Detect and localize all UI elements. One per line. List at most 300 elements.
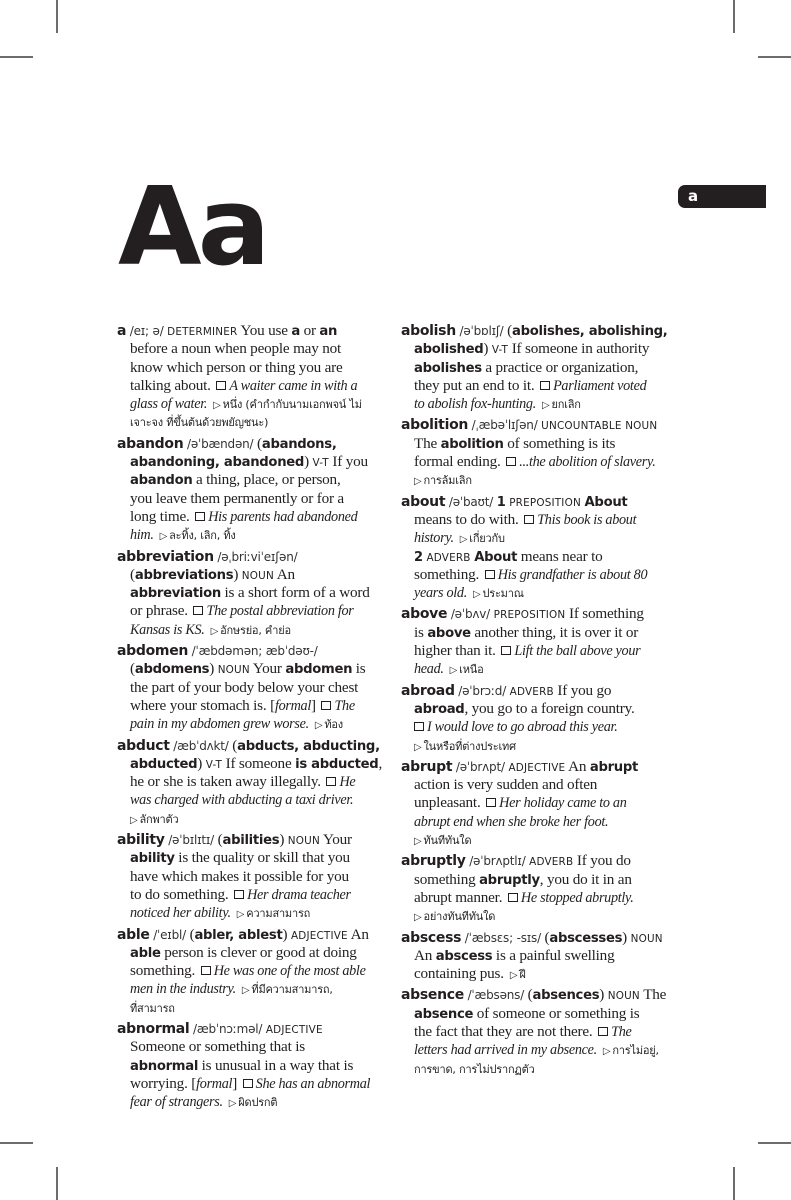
thai-translation: ทันทีทันใด [423, 834, 472, 848]
entry-line [117, 831, 389, 849]
part-of-speech: ADJECTIVE [265, 1023, 323, 1036]
translation-triangle-icon: ▷ [314, 720, 323, 732]
pronunciation: /əˌbriːviˈeɪʃən/ [217, 549, 298, 564]
definition-text: If someone [222, 754, 296, 772]
part-of-speech: PREPOSITION [509, 496, 581, 509]
definition-text: ) [279, 831, 288, 849]
entry-line [401, 511, 681, 529]
entry-line [401, 986, 681, 1004]
definition-text: ) [233, 565, 242, 583]
example-sentence: him. [130, 527, 154, 544]
entry-line [401, 1041, 681, 1059]
bold-term: ability [130, 851, 175, 867]
thumb-index-tab [678, 185, 766, 208]
definition-text: ) [209, 660, 218, 678]
thai-translation: ในหรือที่ต่างประเทศ [423, 739, 516, 753]
definition-text: An [347, 925, 369, 943]
definition-text: or phrase. [130, 602, 192, 620]
dictionary-column-left [117, 322, 389, 1114]
definition-text: is [352, 660, 366, 678]
part-of-speech: NOUN [241, 569, 274, 582]
entry-line [401, 435, 681, 453]
bold-term: abscesses [549, 930, 623, 946]
dictionary-entry [401, 605, 681, 678]
definition-text: You use [237, 322, 292, 339]
part-of-speech: ADVERB [426, 551, 471, 564]
pronunciation: /ˈæbsɛs; -sɪs/ [464, 930, 541, 945]
dictionary-entry [401, 416, 681, 489]
entry-line [401, 605, 681, 623]
headword: abrupt [401, 758, 453, 775]
translation-triangle-icon: ▷ [509, 970, 518, 982]
example-sentence: Her drama teacher [247, 886, 351, 903]
headword: about [401, 493, 446, 510]
definition-text: he or she is taken away illegally. [130, 773, 325, 791]
definition-text: to do something. [130, 885, 233, 903]
definition-text: abrupt manner. [414, 888, 506, 906]
entry-line [401, 529, 681, 547]
definition-text: An [273, 565, 295, 583]
thai-translation: ที่สามารถ [130, 1001, 175, 1015]
definition-text: If you do [573, 852, 631, 870]
entry-line [401, 718, 681, 736]
bold-term: abdomens [134, 662, 210, 678]
definition-text: ( [130, 565, 135, 583]
entry-line [117, 849, 389, 867]
definition-text: ) [622, 928, 631, 946]
translation-triangle-icon: ▷ [449, 665, 458, 677]
example-sentence: years old. [414, 585, 467, 602]
bold-term: abruptly [479, 872, 540, 888]
bold-term: abducted [130, 756, 198, 772]
definition-text: ( [540, 928, 550, 946]
bold-term: abolition [440, 436, 504, 452]
dictionary-entry [117, 926, 389, 1017]
definition-text: ] [232, 1074, 241, 1092]
entry-line [117, 621, 389, 639]
part-of-speech: DETERMINER [167, 326, 238, 338]
headword: abruptly [401, 853, 466, 870]
entry-line [117, 926, 389, 944]
crop-mark [733, 0, 735, 33]
headword: abandon [117, 435, 184, 452]
thai-translation: ที่มีความสามารถ, [251, 983, 333, 997]
bold-term: abroad [414, 701, 465, 717]
example-sentence: formal [196, 1075, 233, 1092]
example-sentence: to abolish fox-hunting. [414, 396, 536, 413]
entry-line [117, 453, 389, 471]
definition-text: before a noun when people may not [130, 340, 342, 358]
example-sentence: He [339, 774, 356, 791]
bold-term: abscess [435, 948, 493, 964]
part-of-speech: V-T [205, 758, 222, 771]
example-sentence: His grandfather is about 80 [497, 566, 648, 583]
bold-term: abbreviation [130, 586, 221, 602]
bold-term: abandon [130, 473, 193, 489]
dictionary-entry [401, 929, 681, 984]
entry-line [401, 776, 681, 794]
example-box-icon [485, 570, 495, 579]
definition-text: formal ending. [414, 453, 505, 471]
thai-translation: ลักพาตัว [139, 812, 179, 826]
definition-text: something. [414, 565, 483, 583]
headword: ability [117, 832, 165, 849]
pronunciation: /əˈbaʊt/ [448, 494, 494, 509]
thai-translation: การล้มเลิก [423, 474, 472, 488]
entry-line [117, 584, 389, 602]
entry-line [117, 435, 389, 453]
thai-translation: เจาะจง ที่ขึ้นต้นด้วยพยัญชนะ) [130, 416, 269, 430]
example-sentence: men in the industry. [130, 981, 236, 998]
dictionary-entry [401, 322, 681, 413]
example-box-icon [414, 722, 424, 731]
example-sentence: A waiter came in with a [229, 377, 358, 394]
translation-triangle-icon: ▷ [414, 476, 422, 488]
entry-line [401, 965, 681, 983]
definition-text: long time. [130, 507, 194, 525]
definition-text: ( [503, 322, 512, 339]
definition-text: is a painful swelling [492, 946, 615, 964]
bold-term: abrupt [589, 759, 639, 775]
pronunciation: /əˈbrʌptlɪ/ [469, 854, 526, 869]
definition-text: you leave them permanently or for a [130, 489, 344, 507]
entry-line [117, 1020, 389, 1038]
bold-term: abandons, [261, 436, 337, 452]
entry-line [401, 453, 681, 471]
entry-line [117, 773, 389, 791]
translation-triangle-icon: ▷ [472, 589, 481, 601]
definition-text: , you do it in an [539, 870, 632, 888]
definition-text: a practice or organization, [481, 358, 639, 376]
entry-line [401, 566, 681, 584]
definition-text: have which makes it possible for you [130, 867, 349, 885]
example-box-icon [508, 893, 518, 902]
definition-text: ( [185, 925, 195, 943]
entry-line [401, 700, 681, 718]
entry-line [117, 566, 389, 584]
definition-text: a thing, place, or person, [192, 471, 341, 489]
thai-translation: อย่างทันทีทันใด [423, 910, 496, 924]
definition-text: means to do with. [414, 510, 523, 528]
example-sentence: He stopped abruptly. [520, 889, 634, 906]
entry-line [117, 395, 389, 413]
example-box-icon [506, 457, 516, 466]
pronunciation: /əˈbʌv/ [450, 607, 491, 622]
entry-line [117, 359, 389, 377]
entry-line [401, 416, 681, 434]
entry-line [117, 526, 389, 544]
definition-text: means near to [517, 547, 603, 565]
example-box-icon [598, 1027, 608, 1036]
thai-translation: เหนือ [459, 663, 484, 677]
dictionary-entry [401, 758, 681, 849]
entry-line [117, 980, 389, 998]
example-sentence: This book is about [537, 511, 637, 528]
definition-text: of something is its [503, 434, 616, 452]
definition-text: unpleasant. [414, 794, 485, 812]
definition-text: the fact that they are not there. [414, 1022, 597, 1040]
entry-line [117, 602, 389, 620]
headword: abdomen [117, 643, 189, 660]
bold-term: abler, ablest [194, 927, 283, 943]
translation-triangle-icon: ▷ [241, 985, 250, 997]
dictionary-entry [401, 682, 681, 755]
example-box-icon [540, 381, 550, 390]
part-of-speech: NOUN [607, 990, 640, 1003]
definition-text: is a short form of a word [220, 584, 370, 602]
crop-mark [56, 1167, 58, 1200]
entry-line [401, 889, 681, 907]
thai-translation: ผิดปรกติ [238, 1096, 278, 1110]
entry-line [117, 868, 389, 886]
dictionary-entry [117, 831, 389, 922]
dictionary-entry [401, 852, 681, 925]
entry-line [401, 1023, 681, 1041]
example-box-icon [501, 646, 511, 655]
bold-term: is abducted [295, 756, 379, 772]
entry-line [117, 999, 389, 1017]
bold-term: abducts, abducting, [237, 738, 380, 754]
example-box-icon [201, 966, 211, 975]
part-of-speech: UNCOUNTABLE NOUN [541, 420, 658, 433]
entry-line [401, 1005, 681, 1023]
entry-line [401, 907, 681, 925]
entry-line [401, 493, 681, 511]
part-of-speech: PREPOSITION [493, 609, 566, 622]
definition-text: If something [565, 605, 644, 623]
headword: abolition [401, 417, 469, 434]
translation-triangle-icon: ▷ [602, 1046, 611, 1058]
bold-term: abdomen [285, 662, 353, 678]
definition-text: is unusual in a way that is [198, 1056, 354, 1074]
definition-text: An [565, 757, 590, 775]
definition-text: know which person or thing you are [130, 358, 343, 376]
definition-text: is [414, 623, 428, 641]
section-letter-heading: Aa [118, 165, 267, 290]
bold-term: abolishes [414, 360, 482, 376]
example-sentence: fear of strangers. [130, 1094, 223, 1111]
definition-text: ( [130, 660, 135, 678]
part-of-speech: V-T [312, 457, 329, 470]
definition-text: where your stomach is. [ [130, 696, 275, 714]
thai-translation: อักษรย่อ, คำย่อ [220, 623, 291, 637]
entry-line [117, 737, 389, 755]
entry-line [117, 490, 389, 508]
thai-translation: การขาด, การไม่ปรากฏตัว [414, 1062, 535, 1076]
definition-text: Your [249, 660, 286, 678]
entry-line [401, 624, 681, 642]
dictionary-entry [401, 493, 681, 603]
bold-term: abolished [414, 342, 484, 358]
entry-line [117, 791, 389, 809]
definition-text: , you go to a foreign country. [464, 699, 635, 717]
entry-line [117, 377, 389, 395]
entry-line [401, 377, 681, 395]
definition-text: ) [483, 340, 492, 358]
definition-text: they put an end to it. [414, 376, 539, 394]
example-sentence: history. [414, 530, 454, 547]
entry-line [401, 831, 681, 849]
definition-text: If someone in authority [508, 340, 650, 358]
definition-text: worrying. [ [130, 1074, 197, 1092]
thai-translation: ละทิ้ง, เลิก, ทิ้ง [169, 529, 236, 543]
example-sentence: He was one of the most able [213, 963, 366, 980]
headword: abnormal [117, 1020, 190, 1037]
pronunciation: /əˈbrʌpt/ [455, 759, 505, 774]
thai-translation: ความสามารถ [246, 907, 311, 921]
translation-triangle-icon: ▷ [130, 814, 138, 826]
definition-text: talking about. [130, 376, 215, 394]
entry-line [401, 642, 681, 660]
dictionary-column-right [401, 322, 681, 1081]
example-box-icon [195, 512, 205, 521]
entry-line [401, 852, 681, 870]
translation-triangle-icon: ▷ [459, 534, 468, 546]
example-sentence: ...the abolition of slavery. [519, 454, 656, 471]
definition-text: The [639, 986, 667, 1004]
part-of-speech: NOUN [630, 932, 663, 945]
entry-line [401, 322, 681, 340]
entry-line [117, 1057, 389, 1075]
entry-line [117, 679, 389, 697]
example-sentence: Her holiday came to an [499, 795, 627, 812]
bold-term: abandoning, abandoned [130, 455, 305, 471]
entry-line [401, 359, 681, 377]
definition-text: ( [524, 986, 533, 1004]
entry-line [117, 413, 389, 431]
crop-mark [733, 1167, 735, 1200]
definition-text: action is very sudden and often [414, 776, 598, 794]
thai-translation: หนึ่ง (คำกำกับนามเอกพจน์ ไม่ [222, 398, 362, 412]
definition-text: or [299, 322, 320, 339]
example-box-icon [326, 777, 336, 786]
definition-text: ] [310, 696, 320, 714]
entry-line [117, 810, 389, 828]
thai-translation: เกี่ยวกับ [469, 532, 505, 546]
definition-text: ( [214, 831, 223, 849]
crop-mark [0, 1142, 33, 1144]
bold-term: a [291, 324, 300, 339]
thai-translation: การไม่อยู่, [612, 1044, 659, 1058]
bold-term: abilities [222, 833, 280, 849]
headword: abbreviation [117, 548, 214, 565]
entry-line [117, 697, 389, 715]
part-of-speech: ADVERB [509, 685, 554, 698]
bold-term: above [427, 625, 471, 641]
entry-line [117, 660, 389, 678]
definition-text: An [414, 946, 436, 964]
translation-triangle-icon: ▷ [414, 836, 422, 848]
example-sentence: was charged with abducting a taxi driver. [130, 792, 354, 809]
pronunciation: /eɪ; ə/ [129, 324, 164, 338]
pronunciation: /ˌæbəˈlɪʃən/ [471, 418, 538, 433]
thai-translation: ฝี [519, 968, 526, 982]
pronunciation: /æbˈdʌkt/ [173, 738, 229, 753]
headword: abscess [401, 929, 462, 946]
entry-line [117, 962, 389, 980]
pronunciation: /əˈbændən/ [187, 436, 254, 451]
definition-text: person is clever or good at doing [160, 943, 357, 961]
entry-line [401, 813, 681, 831]
translation-triangle-icon: ▷ [210, 625, 219, 637]
example-sentence: I would love to go abroad this year. [427, 719, 618, 736]
example-sentence: Parliament voted [553, 377, 647, 394]
entry-line [117, 340, 389, 358]
entry-line [401, 682, 681, 700]
definition-text: containing pus. [414, 965, 504, 983]
example-box-icon [524, 515, 534, 524]
dictionary-entry [401, 986, 681, 1077]
dictionary-entry [117, 548, 389, 639]
translation-triangle-icon: ▷ [414, 912, 422, 924]
pronunciation: /æbˈnɔːməl/ [193, 1021, 263, 1036]
bold-term: About [584, 494, 628, 510]
entry-line [117, 715, 389, 733]
bold-term: abbreviations [134, 567, 234, 583]
example-sentence: glass of water. [130, 396, 208, 413]
entry-line [117, 1075, 389, 1093]
translation-triangle-icon: ▷ [236, 909, 245, 921]
example-sentence: The [334, 697, 355, 714]
thumb-index-letter: a [688, 187, 699, 205]
part-of-speech: ADJECTIVE [290, 929, 348, 942]
definition-text: Someone or something that is [130, 1038, 305, 1056]
definition-text: , [378, 754, 383, 772]
definition-text: If you [328, 453, 368, 471]
definition-text: the part of your body below your chest [130, 678, 359, 696]
headword: a [117, 323, 127, 339]
example-box-icon [243, 1079, 253, 1088]
definition-text: If you go [553, 681, 612, 699]
thai-translation: ยกเลิก [551, 398, 581, 412]
part-of-speech: NOUN [287, 835, 320, 848]
bold-term: abnormal [130, 1058, 199, 1074]
example-box-icon [193, 606, 203, 615]
sense-number: 1 [496, 494, 506, 510]
sense-number: 2 [414, 549, 423, 565]
crop-mark [0, 56, 33, 58]
definition-text: higher than it. [414, 642, 500, 660]
entry-line [117, 322, 389, 340]
translation-triangle-icon: ▷ [213, 400, 221, 412]
bold-term: able [130, 945, 161, 961]
entry-line [401, 737, 681, 755]
dictionary-entry [117, 642, 389, 733]
entry-line [117, 508, 389, 526]
pronunciation: /ˈeɪbl/ [153, 927, 186, 942]
entry-line [117, 1038, 389, 1056]
dictionary-entry [117, 322, 389, 432]
entry-line [117, 548, 389, 566]
example-sentence: His parents had abandoned [208, 508, 358, 525]
entry-line [117, 904, 389, 922]
entry-line [401, 548, 681, 566]
dictionary-entry [117, 737, 389, 828]
part-of-speech: NOUN [217, 664, 250, 677]
entry-line [401, 758, 681, 776]
entry-line [401, 395, 681, 413]
example-sentence: noticed her ability. [130, 905, 231, 922]
definition-text: something [414, 870, 480, 888]
example-sentence: Lift the ball above your [514, 643, 641, 660]
bold-term: absences [532, 988, 600, 1004]
thai-translation: ท้อง [324, 718, 343, 732]
part-of-speech: V-T [491, 344, 509, 357]
pronunciation: /ˈæbsəns/ [467, 988, 525, 1003]
entry-line [117, 642, 389, 660]
dictionary-entry [117, 435, 389, 545]
example-sentence: head. [414, 661, 444, 678]
